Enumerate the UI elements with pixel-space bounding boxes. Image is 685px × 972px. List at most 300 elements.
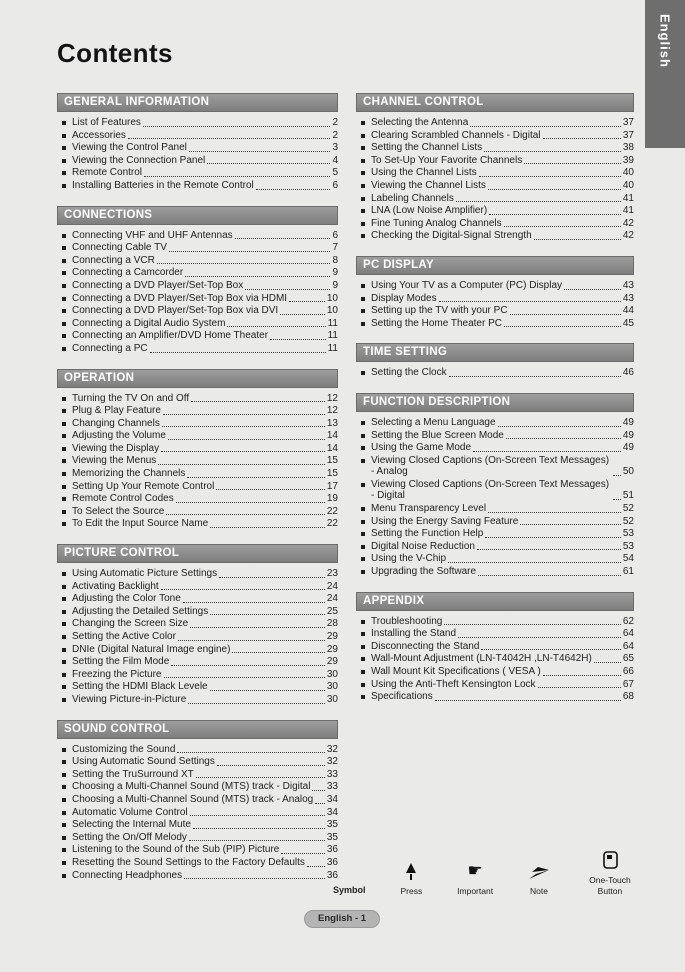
square-bullet-icon (62, 284, 66, 288)
square-bullet-icon (361, 645, 365, 649)
toc-item-label: Clearing Scrambled Channels - Digital (371, 129, 541, 141)
toc-item-body (72, 581, 338, 593)
toc-item (359, 305, 634, 317)
square-bullet-icon (62, 660, 66, 664)
section-items (356, 112, 634, 242)
toc-item-label: Setting the TruSurround XT (72, 768, 194, 780)
toc-item (60, 518, 338, 530)
toc-item-label: Using Your TV as a Computer (PC) Display (371, 279, 563, 291)
toc-section (356, 343, 634, 379)
toc-item-label: Using Automatic Sound Settings (72, 756, 215, 768)
toc-page-number: 65 (622, 653, 634, 665)
toc-item-label: Viewing Picture-in-Picture (72, 693, 187, 705)
toc-item-label: Viewing Closed Captions (On-Screen Text Messages) - Digital (371, 478, 610, 502)
toc-item (359, 167, 634, 179)
section-items (57, 563, 338, 706)
square-bullet-icon (361, 459, 365, 463)
toc-item (359, 193, 634, 205)
dot-leader (188, 703, 325, 704)
square-bullet-icon (361, 322, 365, 326)
toc-item-body (72, 405, 338, 417)
square-bullet-icon (62, 572, 66, 576)
toc-item (359, 691, 634, 703)
toc-item (60, 844, 338, 856)
toc-page-number: 52 (622, 515, 634, 527)
section-header: GENERAL INFORMATION (57, 93, 338, 112)
toc-item (359, 553, 634, 565)
toc-item-body (72, 568, 338, 580)
toc-item (60, 781, 338, 793)
toc-page-number: 52 (622, 503, 634, 515)
toc-page-number: 49 (622, 429, 634, 441)
toc-item-label: Connecting an Amplifier/DVD Home Theater (72, 330, 269, 342)
dot-leader (157, 263, 331, 264)
toc-page-number: 34 (326, 793, 338, 805)
dot-leader (227, 326, 325, 327)
square-bullet-icon (62, 823, 66, 827)
section-header: CONNECTIONS (57, 206, 338, 225)
toc-page-number: 7 (332, 242, 338, 254)
toc-page-number: 64 (622, 628, 634, 640)
toc-item (359, 130, 634, 142)
dot-leader (289, 301, 325, 302)
square-bullet-icon (361, 184, 365, 188)
toc-item-body (371, 628, 634, 640)
toc-item (359, 479, 634, 502)
toc-item (60, 857, 338, 869)
dot-leader (281, 853, 325, 854)
section-header: PC DISPLAY (356, 256, 634, 275)
dot-leader (176, 502, 325, 503)
square-bullet-icon (62, 134, 66, 138)
dot-leader (178, 640, 325, 641)
square-bullet-icon (62, 259, 66, 263)
dot-leader (477, 549, 621, 550)
dot-leader (484, 151, 621, 152)
toc-item-label: Setting the Active Color (72, 631, 176, 642)
toc-item-label: To Set-Up Your Favorite Channels (371, 154, 523, 166)
toc-page-number: 4 (332, 154, 338, 166)
dot-leader (161, 589, 325, 590)
toc-item-body (371, 193, 634, 205)
toc-item (60, 280, 338, 292)
section-header: CHANNEL CONTROL (356, 93, 634, 112)
toc-item (60, 343, 338, 355)
toc-item-body (72, 631, 338, 643)
toc-item (60, 455, 338, 467)
toc-item (359, 430, 634, 442)
toc-page-number: 66 (622, 666, 634, 677)
square-bullet-icon (62, 522, 66, 526)
dot-leader (161, 451, 325, 452)
square-bullet-icon (62, 622, 66, 626)
section-items (57, 225, 338, 355)
toc-item-label: Specifications (371, 691, 433, 703)
dot-leader (235, 238, 331, 239)
toc-item-label: Connecting a Camcorder (72, 267, 184, 279)
toc-item-body (371, 305, 634, 317)
toc-item (60, 318, 338, 330)
page-number-badge: English - 1 (304, 910, 380, 928)
toc-item-label: Adjusting the Volume (72, 430, 166, 442)
section-header: APPENDIX (356, 592, 634, 611)
dot-leader (219, 577, 325, 578)
toc-item-body (72, 781, 338, 793)
square-bullet-icon (62, 171, 66, 175)
square-bullet-icon (361, 309, 365, 313)
toc-item (60, 631, 338, 643)
toc-item-body (72, 280, 338, 292)
toc-item-label: Choosing a Multi-Channel Sound (MTS) track - Analog (72, 793, 314, 805)
toc-item (359, 417, 634, 429)
bird-note-icon (528, 859, 550, 881)
toc-section (57, 369, 338, 531)
dot-leader (184, 878, 325, 879)
toc-page-number: 29 (326, 656, 338, 668)
toc-item-body (371, 653, 634, 665)
square-bullet-icon (361, 159, 365, 163)
dot-leader (191, 401, 325, 402)
toc-item (60, 418, 338, 430)
toc-item (359, 230, 634, 242)
toc-item (60, 744, 338, 756)
toc-item-label: Changing the Screen Size (72, 618, 189, 630)
square-bullet-icon (62, 585, 66, 589)
toc-item-label: Choosing a Multi-Channel Sound (MTS) track - Digital (72, 781, 311, 793)
legend-symbol (333, 885, 366, 896)
square-bullet-icon (361, 657, 365, 661)
dot-leader (312, 790, 324, 791)
square-bullet-icon (361, 620, 365, 624)
square-bullet-icon (62, 597, 66, 601)
toc-page-number: 62 (622, 615, 634, 627)
toc-item-body (371, 541, 634, 553)
toc-page-number: 35 (326, 831, 338, 843)
legend-one-touch (585, 848, 635, 896)
toc-page-number: 29 (326, 643, 338, 655)
square-bullet-icon (62, 297, 66, 301)
dot-leader (190, 815, 325, 816)
dot-leader (448, 562, 621, 563)
toc-item-body (72, 255, 338, 267)
dot-leader (435, 700, 621, 701)
legend-press-label: Press (400, 885, 423, 896)
toc-page-number: 6 (332, 229, 338, 241)
toc-item-label: Automatic Volume Control (72, 806, 188, 818)
toc-item-body (72, 117, 338, 129)
language-tab-label: English (657, 14, 673, 68)
toc-page-number: 37 (622, 129, 634, 141)
toc-page-number: 53 (622, 540, 634, 552)
toc-page-number: 45 (622, 317, 634, 329)
toc-page-number: 41 (622, 205, 634, 217)
toc-item-body (371, 455, 634, 478)
toc-page-number: 43 (622, 292, 634, 304)
toc-page-number: 8 (332, 254, 338, 266)
toc-item-body (72, 142, 338, 154)
dot-leader (315, 803, 325, 804)
toc-page-number: 35 (326, 819, 338, 831)
toc-item-label: Listening to the Sound of the Sub (PIP) Picture (72, 844, 280, 856)
toc-item-label: Connecting VHF and UHF Antennas (72, 229, 233, 241)
symbol-legend (333, 848, 635, 896)
square-bullet-icon (361, 483, 365, 487)
toc-item-body (371, 442, 634, 454)
toc-item-label: Viewing the Display (72, 442, 160, 454)
toc-item (359, 155, 634, 167)
toc-item-label: Using the V-Chip (371, 553, 447, 565)
toc-item-label: Activating Backlight (72, 580, 159, 592)
toc-page-number: 32 (326, 756, 338, 768)
toc-page-number: 30 (326, 668, 338, 680)
toc-item-body (72, 606, 338, 618)
dot-leader (185, 276, 330, 277)
square-bullet-icon (361, 134, 365, 138)
square-bullet-icon (62, 785, 66, 789)
toc-item-body (371, 280, 634, 292)
toc-item-body (72, 769, 338, 781)
dot-leader (488, 189, 621, 190)
square-bullet-icon (62, 811, 66, 815)
toc-item (60, 807, 338, 819)
toc-item-label: Viewing the Control Panel (72, 142, 187, 154)
square-bullet-icon (62, 459, 66, 463)
toc-section (57, 206, 338, 355)
square-bullet-icon (361, 683, 365, 687)
toc-item-label: Adjusting the Detailed Settings (72, 605, 209, 617)
toc-page-number: 36 (326, 856, 338, 868)
square-bullet-icon (62, 184, 66, 188)
toc-section (356, 256, 634, 329)
dot-leader (456, 201, 621, 202)
toc-item-body (72, 493, 338, 505)
toc-page-number: 38 (622, 142, 634, 154)
toc-item-label: Viewing the Connection Panel (72, 154, 206, 166)
square-bullet-icon (361, 570, 365, 574)
toc-item (60, 267, 338, 279)
toc-item-label: Setting the Channel Lists (371, 142, 483, 154)
toc-item-body (72, 305, 338, 317)
square-bullet-icon (62, 635, 66, 639)
dot-leader (543, 138, 621, 139)
toc-page-number: 40 (622, 179, 634, 191)
square-bullet-icon (361, 121, 365, 125)
toc-page-number: 23 (326, 568, 338, 580)
dot-leader (458, 637, 621, 638)
toc-item-body (371, 691, 634, 703)
page-title: Contents (57, 38, 173, 68)
toc-item (359, 616, 634, 628)
toc-item-body (371, 616, 634, 628)
toc-item-body (72, 794, 338, 806)
toc-item-body (371, 528, 634, 540)
dot-leader (543, 675, 621, 676)
toc-page-number: 15 (326, 468, 338, 480)
square-bullet-icon (62, 861, 66, 865)
toc-page-number: 29 (326, 631, 338, 642)
toc-item-body (371, 430, 634, 442)
toc-item (60, 832, 338, 844)
toc-item-label: Setting Up Your Remote Control (72, 480, 215, 492)
section-items (356, 362, 634, 379)
toc-item-body (72, 819, 338, 831)
dot-leader (488, 512, 621, 513)
toc-page-number: 9 (332, 279, 338, 291)
toc-page-number: 34 (326, 806, 338, 818)
dot-leader (504, 326, 621, 327)
toc-item (359, 180, 634, 192)
toc-item (60, 430, 338, 442)
dot-leader (210, 527, 325, 528)
section-header: OPERATION (57, 369, 338, 388)
toc-item-body (72, 744, 338, 756)
toc-item (60, 756, 338, 768)
toc-item-label: Selecting a Menu Language (371, 416, 496, 428)
toc-page-number: 67 (622, 678, 634, 690)
toc-item (60, 819, 338, 831)
section-items (57, 739, 338, 882)
toc-item (60, 581, 338, 593)
toc-item-label: Connecting a DVD Player/Set-Top Box (72, 279, 244, 291)
toc-item (60, 293, 338, 305)
toc-column-right (356, 93, 634, 895)
toc-page-number: 33 (326, 781, 338, 793)
toc-page-number: 42 (622, 217, 634, 229)
toc-item-body (371, 230, 634, 242)
toc-item-body (72, 430, 338, 442)
legend-one-touch-label: One-Touch Button (589, 875, 631, 896)
dot-leader (207, 163, 330, 164)
toc-item-label: Installing Batteries in the Remote Control (72, 179, 254, 191)
toc-item (60, 242, 338, 254)
toc-item-body (72, 293, 338, 305)
square-bullet-icon (62, 422, 66, 426)
toc-item-body (72, 242, 338, 254)
dot-leader (177, 752, 324, 753)
square-bullet-icon (62, 836, 66, 840)
toc-item-body (72, 230, 338, 242)
toc-item-label: Menu Transparency Level (371, 503, 487, 515)
toc-item (359, 679, 634, 691)
dot-leader (245, 289, 330, 290)
dot-leader (164, 677, 325, 678)
dot-leader (280, 314, 325, 315)
toc-page-number: 11 (327, 317, 338, 329)
toc-section (356, 393, 634, 578)
toc-page-number: 36 (326, 844, 338, 856)
toc-item-label: Memorizing the Channels (72, 468, 186, 480)
dot-leader (538, 687, 621, 688)
square-bullet-icon (361, 171, 365, 175)
toc-page-number: 25 (326, 605, 338, 617)
dot-leader (489, 214, 621, 215)
toc-item-label: Fine Tuning Analog Channels (371, 217, 502, 229)
toc-page-number: 12 (326, 405, 338, 417)
toc-item-label: Setting the Film Mode (72, 656, 170, 668)
toc-page-number: 53 (622, 528, 634, 540)
toc-item (60, 870, 338, 882)
square-bullet-icon (62, 347, 66, 351)
toc-page-number: 44 (622, 305, 634, 317)
square-bullet-icon (361, 146, 365, 150)
square-bullet-icon (62, 121, 66, 125)
toc-item-body (72, 844, 338, 856)
toc-section (356, 592, 634, 703)
toc-item-body (371, 503, 634, 515)
dot-leader (210, 690, 325, 691)
toc-item-body (371, 180, 634, 192)
square-bullet-icon (62, 159, 66, 163)
square-bullet-icon (361, 197, 365, 201)
toc-item (60, 167, 338, 179)
toc-item-label: Selecting the Internal Mute (72, 819, 191, 831)
toc-item-label: Adjusting the Color Tone (72, 593, 181, 605)
toc-page-number: 11 (327, 342, 338, 354)
dot-leader (232, 652, 324, 653)
toc-page-number: 17 (326, 480, 338, 492)
toc-item-label: Display Modes (371, 292, 437, 304)
toc-item-label: To Edit the Input Source Name (72, 518, 209, 530)
toc-item-body (72, 318, 338, 330)
toc-item-body (371, 293, 634, 305)
toc-item (60, 180, 338, 192)
section-header: TIME SETTING (356, 343, 634, 362)
toc-item (359, 205, 634, 217)
dot-leader (504, 226, 621, 227)
toc-item-label: To Select the Source (72, 505, 165, 517)
toc-item (359, 142, 634, 154)
toc-item-label: Wall Mount Kit Specifications ( VESA ) (371, 666, 541, 677)
toc-columns (57, 93, 634, 895)
square-bullet-icon (361, 632, 365, 636)
toc-page-number: 36 (326, 869, 338, 881)
toc-item (60, 681, 338, 693)
square-bullet-icon (62, 447, 66, 451)
section-items (57, 388, 338, 531)
toc-item-body (371, 566, 634, 578)
square-bullet-icon (62, 334, 66, 338)
dot-leader (520, 524, 621, 525)
toc-item-body (371, 516, 634, 528)
toc-item (359, 218, 634, 230)
toc-page-number: 41 (622, 192, 634, 204)
toc-item-body (371, 679, 634, 691)
toc-page-number: 30 (326, 681, 338, 693)
toc-section (57, 720, 338, 882)
square-bullet-icon (62, 434, 66, 438)
square-bullet-icon (361, 507, 365, 511)
toc-item-label: Remote Control Codes (72, 493, 174, 505)
toc-item (60, 468, 338, 480)
dot-leader (158, 464, 325, 465)
toc-item-body (72, 167, 338, 179)
dot-leader (169, 251, 331, 252)
toc-item-label: Using the Channel Lists (371, 167, 477, 179)
toc-item-label: Wall-Mount Adjustment (LN-T4042H ,LN-T4642H) (371, 653, 592, 665)
toc-item-body (72, 518, 338, 530)
square-bullet-icon (62, 246, 66, 250)
square-bullet-icon (62, 397, 66, 401)
toc-page-number: 33 (326, 768, 338, 780)
dot-leader (481, 649, 620, 650)
toc-item (60, 230, 338, 242)
toc-item-body (72, 681, 338, 693)
toc-item (60, 481, 338, 493)
section-header: PICTURE CONTROL (57, 544, 338, 563)
dot-leader (479, 176, 621, 177)
toc-page-number: 51 (622, 490, 634, 502)
dot-leader (613, 475, 621, 476)
